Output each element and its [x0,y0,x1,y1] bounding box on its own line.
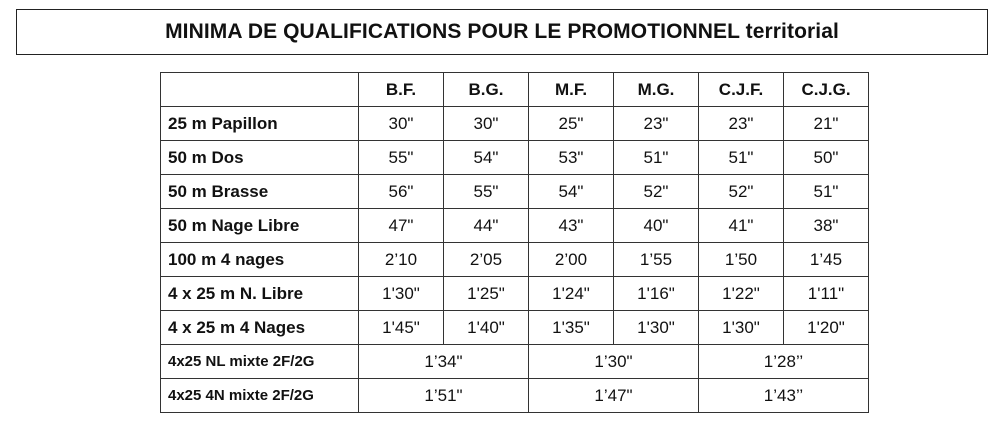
time-cell: 38" [784,209,869,243]
table-row [161,209,869,243]
time-cell: 1’34" [359,345,529,379]
time-cell: 1'45" [359,311,444,345]
time-cell: 1’45 [784,243,869,277]
time-cell: 1'30" [614,311,699,345]
time-cell: 1'11" [784,277,869,311]
time-cell: 1'16" [614,277,699,311]
column-header: M.F. [529,73,614,107]
time-cell: 1'30" [359,277,444,311]
time-cell: 55" [444,175,529,209]
time-cell: 1'25" [444,277,529,311]
time-cell: 2’00 [529,243,614,277]
row-label: 25 m Papillon [161,107,359,141]
time-cell: 1’51" [359,379,529,413]
time-cell: 1’50 [699,243,784,277]
table-header-row [161,73,869,107]
time-cell: 50" [784,141,869,175]
time-cell: 44" [444,209,529,243]
row-label: 4 x 25 m 4 Nages [161,311,359,345]
column-header: B.G. [444,73,529,107]
row-label: 50 m Nage Libre [161,209,359,243]
column-header: C.J.G. [784,73,869,107]
table-row [161,107,869,141]
header-empty-cell [161,73,359,107]
time-cell: 54" [444,141,529,175]
row-label: 4x25 NL mixte 2F/2G [161,345,359,379]
time-cell: 21" [784,107,869,141]
time-cell: 30" [444,107,529,141]
time-cell: 1’28’’ [699,345,869,379]
table-row-mixed [161,379,869,413]
table-row [161,243,869,277]
time-cell: 55" [359,141,444,175]
qualification-table [160,72,869,413]
time-cell: 1'30" [699,311,784,345]
column-header: M.G. [614,73,699,107]
time-cell: 2’05 [444,243,529,277]
time-cell: 53" [529,141,614,175]
row-label: 50 m Brasse [161,175,359,209]
column-header: B.F. [359,73,444,107]
row-label: 4x25 4N mixte 2F/2G [161,379,359,413]
table-row [161,277,869,311]
table-row [161,175,869,209]
row-label: 50 m Dos [161,141,359,175]
time-cell: 54" [529,175,614,209]
time-cell: 23" [699,107,784,141]
page-title: MINIMA DE QUALIFICATIONS POUR LE PROMOTIONNEL territorial [16,9,988,55]
table-row-mixed [161,345,869,379]
time-cell: 30" [359,107,444,141]
time-cell: 52" [699,175,784,209]
time-cell: 25" [529,107,614,141]
time-cell: 52" [614,175,699,209]
time-cell: 47" [359,209,444,243]
time-cell: 23" [614,107,699,141]
column-header: C.J.F. [699,73,784,107]
time-cell: 40" [614,209,699,243]
time-cell: 1'20" [784,311,869,345]
time-cell: 51" [784,175,869,209]
time-cell: 51" [699,141,784,175]
table-row [161,141,869,175]
time-cell: 1'35" [529,311,614,345]
time-cell: 56" [359,175,444,209]
time-cell: 1’43’’ [699,379,869,413]
time-cell: 1’47" [529,379,699,413]
time-cell: 2’10 [359,243,444,277]
table-row [161,311,869,345]
time-cell: 1'24" [529,277,614,311]
time-cell: 1’30" [529,345,699,379]
time-cell: 41" [699,209,784,243]
time-cell: 1’55 [614,243,699,277]
time-cell: 1'40" [444,311,529,345]
row-label: 4 x 25 m N. Libre [161,277,359,311]
time-cell: 1'22" [699,277,784,311]
time-cell: 51" [614,141,699,175]
time-cell: 43" [529,209,614,243]
row-label: 100 m 4 nages [161,243,359,277]
